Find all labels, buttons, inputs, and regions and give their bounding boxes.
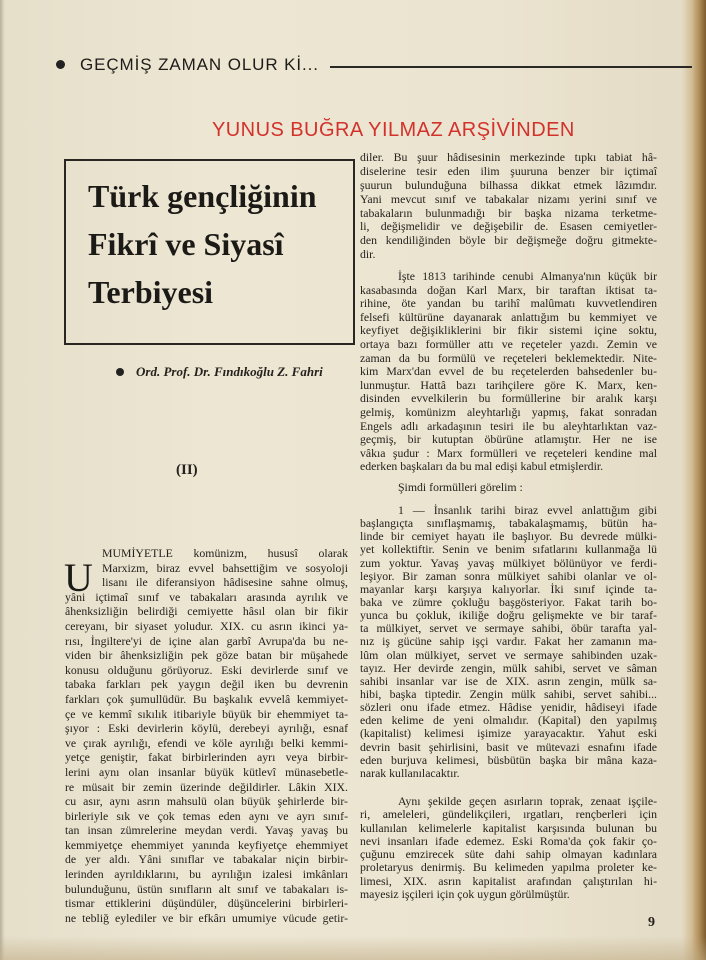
body-text-line: İşte 1813 tarihinde cenubi Almanya'nın küçük bir xyxy=(398,269,657,283)
left-column xyxy=(65,546,348,925)
page-number: 9 xyxy=(648,915,655,930)
body-text-line: ortaya bazı formüller attı ve reçeteler yazdı. Zemin ve xyxy=(360,336,657,351)
body-text-line: tabaka farkları pek yaygın değil iken bu devrenin xyxy=(65,677,348,692)
body-text-line: tabakaların bulunmadığı bir başka nizama terketme- xyxy=(360,205,657,220)
body-text-line: geçmiş, bir kutuptan öbürüne atlamıştır. Her ne ise xyxy=(360,432,657,447)
body-text-line: çuğunu emzirecek süte dahi sahip olmayan kadınlara xyxy=(360,847,657,862)
body-text-line: baka ve zümre çokluğu başgösteriyor. Fakat tarih bo- xyxy=(360,594,657,609)
body-text-line: ne tebliğ eylediler ve bir efkârı umumiye vücude getir- xyxy=(65,910,348,925)
body-text-line: şıyor : Eski devirlerin köylü, derebeyi ayrılığı, esnaf xyxy=(65,721,348,736)
body-text-line: başlangıçta sınıflaşmamış, tabakalaşmamış, bütün ha- xyxy=(360,516,657,531)
body-text-line: konusu olduğunu görüyoruz. Eski devirlerde sınıf ve xyxy=(65,662,348,677)
body-text-line: kemmiyetçe ehemmiyet yanında keyfiyetçe ehemmiyet xyxy=(65,837,348,852)
body-text-line: çe ve kemmî sıkılık itibariyle büyük bir ehemmiyet ta- xyxy=(65,706,348,721)
body-text-line: de yer aldı. Yâni sınıflar ve tabakalar niçin birbir- xyxy=(65,852,348,867)
bullet-icon xyxy=(116,368,124,376)
body-text-line: nız iş gücüne sahip işçi vardır. Fakat her zamanın ma- xyxy=(360,634,657,649)
body-text-line: 1 — İnsanlık tarihi biraz evvel anlattığım gibi xyxy=(398,503,657,517)
body-text-line: lisanı ile diferansiyon hâdisesine sahne olmuş, xyxy=(102,575,348,590)
body-text-line: nevi insanları ifade edemez. Eski Roma'da çok fakir ço- xyxy=(360,833,657,848)
part-number: (II) xyxy=(176,462,198,478)
paragraph xyxy=(360,480,657,494)
bullet-icon xyxy=(56,60,65,69)
body-text-line: hibi, başka tiptedir. Zengin mülk sahibi, servet sahibi... xyxy=(360,686,657,701)
body-text-line: farkları çok şumullüdür. Bu başkalık evvelâ kemmiyet- xyxy=(65,691,348,706)
body-text-line: lunmuştur. Hattâ bazı tarihçilere göre K. Marx, ken- xyxy=(360,377,657,392)
title-line: Türk gençliğinin xyxy=(88,178,317,214)
body-text-line: disinden evvelkilerin bu formüllerine bir aralık karşı xyxy=(360,391,657,406)
paper-left-edge xyxy=(0,0,4,960)
body-text-line: tayız. Her devirde zengin, mülk sahibi, servet ve sâman xyxy=(360,660,657,675)
body-text-line: diselerine tesir eden ilim şuuruna benzer bir içtimaî xyxy=(360,163,657,178)
body-text-line: devrin basit şehirlisini, basit ve mütevazi esnafını ifade xyxy=(360,739,657,754)
body-text-line: leşiyor. Bir zaman sonra mülkiyet sahibi olanlar ve ol- xyxy=(360,568,657,583)
body-text-line: narak kullanılacaktır. xyxy=(360,765,460,780)
body-text-line: Şimdi formülleri görelim : xyxy=(398,480,523,494)
body-text-line: kim Marx'dan evvel de bu reçetelerden bahsedenler bu- xyxy=(360,364,657,379)
body-text-line: zum yoktur. Yavaş yavaş mülkiyet bölünüyor ve ferdi- xyxy=(360,555,657,570)
body-text-line: vâkıa şudur : Marx formülleri ve reçeteleri kendine mal xyxy=(360,445,657,460)
archive-credit: YUNUS BUĞRA YILMAZ ARŞİVİNDEN xyxy=(212,119,575,141)
body-text-line: keyfiyet değişikliklerini bir fikir sistemi içine soktu, xyxy=(360,323,657,338)
body-text-line: yetçe geniştir, fakat birbirlerinden ayrı veya birbir- xyxy=(65,750,348,765)
body-text-line: cereyanı, bir siyaset yoludur. XIX. cu asrın ikinci ya- xyxy=(65,618,348,633)
body-text-line: li, değişmelidir ve değişebilir de. Esasen cemiyetler- xyxy=(360,219,657,234)
body-text-line: birleriyle sık ve çok temas eden aynı ve ayrı sınıf- xyxy=(65,808,348,823)
article-title xyxy=(88,172,317,316)
body-text-line: ri, ameleleri, gündelikçileri, ırgatları, rençberleri için xyxy=(360,807,657,822)
body-text-line: felsefi kültürüne dayanarak anlattığım bu kemmiyet ve xyxy=(360,309,657,324)
body-text-line: re müsait bir zemin üzerinde değildirler. Lâkin XIX. xyxy=(65,779,348,794)
body-text-line: kasabasında doğan Karl Marx, bir taraftan iktisat ta- xyxy=(360,282,657,297)
body-text-line: (kapitalist) kelimesi işimize yarayacaktır. Yahut eski xyxy=(360,726,657,741)
body-text-line: cu asır, aynı asrın mahsulü olan büyük şehirlerde bir- xyxy=(65,794,348,809)
author-byline: Ord. Prof. Dr. Fındıkoğlu Z. Fahri xyxy=(136,364,323,379)
body-text-line: proletaryus denirmiş. Bu kelimeden yapılma proleter ke- xyxy=(360,860,657,875)
body-text-line: linde bir cemiyet hayatı ile başlıyor. Bu devrede mülki- xyxy=(360,529,657,544)
body-text-line: mayanlar karşı karşıya kalıyorlar. İki sınıf içinde ta- xyxy=(360,581,657,596)
body-text-line: Aynı şekilde geçen asırların toprak, zenaat işçile- xyxy=(398,794,657,808)
body-text-line: dir. xyxy=(360,247,376,262)
body-text-line: tan insan zümrelerine meydan verdi. Yavaş yavaş bu xyxy=(65,823,348,838)
body-text-line: tismar ettiklerini düşündüler, düşüncelerini birbirleri- xyxy=(65,896,348,911)
body-text-line: rihine, öte yandan bu tarihî malûmatı kuvvetlendiren xyxy=(360,296,657,311)
body-text-line: rısı, İngiltere'yi de içine alan garbî Avrupa'da bu ne- xyxy=(65,633,348,648)
body-text-line: eden burjuva kelimesi, büsbütün başka bir mâna kaza- xyxy=(360,752,657,767)
paper-bottom-edge xyxy=(0,936,706,960)
header-rule xyxy=(330,66,692,68)
body-text-line: ta mülkiyet, servet ve sermaye sahibi, öbür tarafta yal- xyxy=(360,621,657,636)
paragraph xyxy=(360,151,657,262)
body-text-line: şuurun bulunduğuna bilhassa dikkat etmek lâzımdır. xyxy=(360,177,657,192)
body-text-line: zaman da bu formülü ve reçeteleri beklemektedir. Nite- xyxy=(360,350,657,365)
drop-cap: U xyxy=(64,555,93,600)
title-line: Fikrî ve Siyasî xyxy=(88,226,284,262)
body-text-line: ve çırak ayrılığı, efendi ve köle ayrılığı belki kemmi- xyxy=(65,735,348,750)
paragraph xyxy=(360,504,657,780)
body-text-line: âhenksizliğin belirdiği cemiyette hâsıl olan bir fikir xyxy=(65,604,348,619)
body-text-line: limesi, XIX. asrın kapitalist arafından çalıştırılan hi- xyxy=(360,873,657,888)
body-text-line: den kendiliğinden böyle bir değişmeğe doğru gitmekte- xyxy=(360,233,657,248)
body-text-line: Yani mevcut sınıf ve tabakalar nizamı yerini sınıf ve xyxy=(360,191,657,206)
body-text-line: yâni içtimaî sınıf ve tabakaları arasında ayrılık ve xyxy=(65,589,348,604)
section-title: GEÇMİŞ ZAMAN OLUR Kİ... xyxy=(80,55,319,74)
title-line: Terbiyesi xyxy=(88,274,214,310)
body-text-line: sözleri onu ifade etmez. Hâdise yenidir, hâdiseyi ifade xyxy=(360,700,657,715)
paragraph xyxy=(360,270,657,474)
body-text-line: eden kelime de yeni olmalıdır. (Kapital) den yapılmış xyxy=(360,713,657,728)
body-text-line: Marxizm, biraz evvel bahsettiğim ve sosyoloji xyxy=(102,560,348,575)
body-text-line: lerinden ayrıldıklarını, bu ayrılığın izalesi imkânları xyxy=(65,867,348,882)
body-text-line: yet kollektiftir. Senin ve benim sıfatlarını kullanmağa lü xyxy=(360,542,657,557)
body-text-line: lûm olan mülkiyet, servet ve sermaye sahibinden uzak- xyxy=(360,647,657,662)
body-text-line: yunca bu çokluk, ikiliğe doğru gelişmekte ve bir taraf- xyxy=(360,608,657,623)
body-text-line: bulunduğunu, üstün sınıfların alt sınıf ve tabakaları is- xyxy=(65,881,348,896)
body-text-line: kullanılan kelimelerle kapitalist karşısında bulunan bu xyxy=(360,820,657,835)
body-text-line: lerini aynı olan insanlar büyük kütlevî münasebetle- xyxy=(65,764,348,779)
body-text-line: gelmiş, komünizm aleyhtarlığı yapmış, fakat sonradan xyxy=(360,404,657,419)
body-text-line: mayesiz işçileri için çok uygun görülmüştür. xyxy=(360,887,570,902)
body-text-line: MUMİYETLE komünizm, hususî olarak xyxy=(102,546,348,560)
paper-worn-right-edge xyxy=(682,0,706,960)
paragraph xyxy=(360,795,657,901)
body-text-line: Engels adlı arkadaşının tesiri ile bu aleyhtarlıktan vaz- xyxy=(360,418,657,433)
body-text-line: viden bir âhenksizliğin pek göze batan bir müşahede xyxy=(65,648,348,663)
body-text-line: sahibi insanlar var ise de XIX. asrın zengin, mülk sa- xyxy=(360,673,657,688)
body-text-line: diler. Bu şuur hâdisesinin merkezinde tıpkı tabiat hâ- xyxy=(360,150,657,164)
body-text-line: ederken başkaları da bu mal edişi kabul etmişlerdir. xyxy=(360,459,604,474)
